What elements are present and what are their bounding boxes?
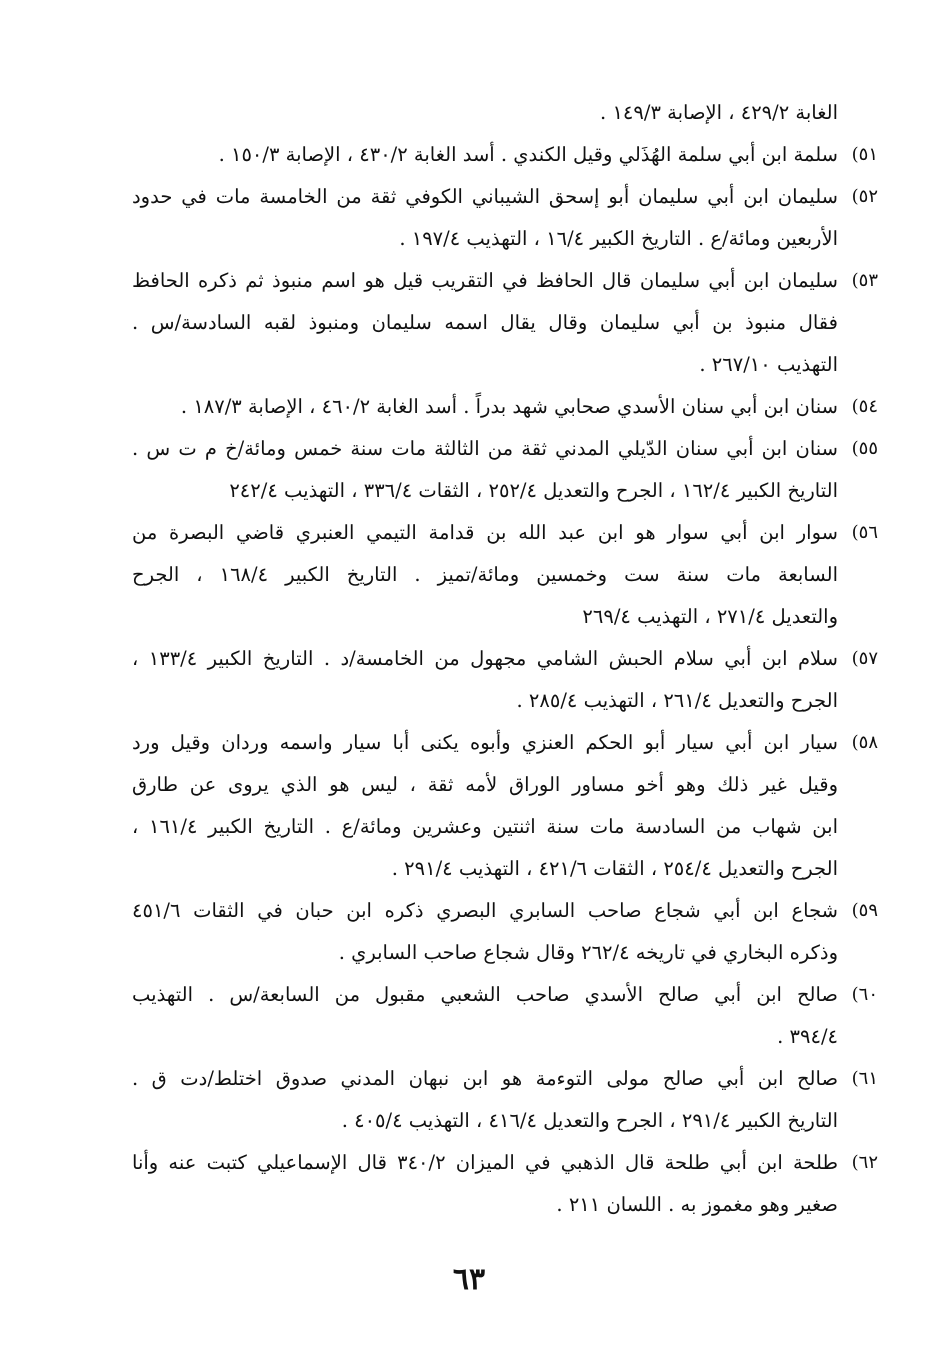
entry-line: وذكره البخاري في تاريخه ٢٦٢/٤ وقال شجاع صاحب السابري .: [338, 941, 838, 964]
entry-line: الغابة ٤٢٩/٢ ، الإصابة ١٤٩/٣ .: [600, 101, 838, 124]
entry-line: صغير وهو مغموز به . اللسان ٢١١ .: [556, 1193, 838, 1216]
entry: [132, 386, 878, 428]
entry: [132, 92, 838, 134]
entry: [132, 428, 878, 512]
entry: [132, 890, 878, 974]
entry-line: التاريخ الكبير ١٦٢/٤ ، الجرح والتعديل ٢٥٢/٤ ، الثقات ٣٣٦/٤ ، التهذيب ٢٤٢/٤: [229, 479, 838, 502]
entry-number: ٥٩): [851, 900, 878, 921]
entry-line: التاريخ الكبير ٢٩١/٤ ، الجرح والتعديل ٤١٦/٤ ، التهذيب ٤٠٥/٤ .: [341, 1109, 838, 1132]
entry-number: ٥٤): [851, 396, 878, 417]
entry-line: وقيل غير ذلك وهو أخو مساور الوراق لأمه ثقة ، ليس هو الذي يروى عن طارق: [132, 773, 838, 796]
entry-number: ٥٣): [851, 270, 878, 291]
entry: [132, 512, 878, 638]
entry-number: ٦٢): [851, 1152, 878, 1173]
entry-line: ٣٩٤/٤ .: [777, 1025, 838, 1048]
entry-line: سيار ابن أبي سيار أبو الحكم العنزي وأبوه يكنى أبا سيار واسمه وردان وقيل ورد: [132, 731, 838, 754]
entry: [132, 134, 878, 176]
entry-line: فقال منبوذ بن أبي سليمان وقال يقال اسمه سليمان ومنبوذ لقبه السادسة/س .: [132, 311, 838, 334]
entry: [132, 1142, 878, 1226]
entry: [132, 974, 878, 1058]
entry-line: سلام ابن أبي سلام الحبش الشامي مجهول من الخامسة/د . التاريخ الكبير ١٣٣/٤ ،: [132, 647, 838, 670]
page-number: ٦٣: [452, 1262, 486, 1297]
entry: [132, 1058, 878, 1142]
entry-line: صالح ابن أبي صالح مولى التوءمة هو ابن نبهان المدني صدوق اختلط/دت ق .: [132, 1067, 838, 1090]
entry-number: ٥١): [851, 144, 878, 165]
entry-line: سنان ابن أبي سنان الدّيلي المدني ثقة من الثالثة مات سنة خمس ومائة/خ م ت س .: [132, 437, 838, 460]
entry-line: طلحة ابن أبي طلحة قال الذهبي في الميزان ٣٤٠/٢ قال الإسماعيلي كتبت عنه وأنا: [132, 1151, 838, 1174]
entry-line: سوار ابن أبي سوار هو ابن عبد الله بن قدامة التيمي العنبري قاضي البصرة من: [132, 521, 838, 544]
entry-line: سنان ابن أبي سنان الأسدي صحابي شهد بدراً . أسد الغابة ٤٦٠/٢ ، الإصابة ١٨٧/٣ .: [180, 395, 838, 418]
entry-line: التهذيب ٢٦٧/١٠ .: [699, 353, 838, 376]
entry-number: ٥٦): [851, 522, 878, 543]
entry-line: ابن شهاب من السادسة مات سنة اثنتين وعشرين ومائة/ع . التاريخ الكبير ١٦١/٤ ،: [132, 815, 838, 838]
entry-number: ٥٨): [851, 732, 878, 753]
entry-line: الأربعين ومائة/ع . التاريخ الكبير ١٦/٤ ، التهذيب ١٩٧/٤ .: [399, 227, 838, 250]
entry-line: شجاع ابن أبي شجاع صاحب السابري البصري ذكره ابن حبان في الثقات ٤٥١/٦: [132, 899, 838, 922]
entry-line: والتعديل ٢٧١/٤ ، التهذيب ٢٦٩/٤: [582, 605, 838, 628]
entry-line: صالح ابن أبي صالح الأسدي صاحب الشعبي مقبول من السابعة/س . التهذيب: [132, 983, 838, 1006]
entry: [132, 260, 878, 386]
entry-line: سلمة ابن أبي سلمة الهُذَلي وقيل الكندي . أسد الغابة ٤٣٠/٢ ، الإصابة ١٥٠/٣ .: [218, 143, 838, 166]
entry: [132, 176, 878, 260]
entry-number: ٥٢): [851, 186, 878, 207]
entry: [132, 638, 878, 722]
entry-line: السابعة مات سنة ست وخمسين ومائة/تميز . التاريخ الكبير ١٦٨/٤ ، الجرح: [132, 563, 838, 586]
entry-number: ٦١): [851, 1068, 878, 1089]
entry-number: ٥٧): [851, 648, 878, 669]
entry-line: سليمان ابن أبي سليمان قال الحافظ في التقريب قيل هو اسم منبوذ ثم ذكره الحافظ: [132, 269, 838, 292]
entry-number: ٦٠): [851, 984, 878, 1005]
entry-line: الجرح والتعديل ٢٥٤/٤ ، الثقات ٤٢١/٦ ، التهذيب ٢٩١/٤ .: [391, 857, 838, 880]
entry: [132, 722, 878, 890]
entries-list: [132, 92, 878, 1226]
entry-line: الجرح والتعديل ٢٦١/٤ ، التهذيب ٢٨٥/٤ .: [516, 689, 838, 712]
entry-number: ٥٥): [851, 438, 878, 459]
entry-line: سليمان ابن أبي سليمان أبو إسحق الشيباني الكوفي ثقة من الخامسة مات في حدود: [132, 185, 838, 208]
